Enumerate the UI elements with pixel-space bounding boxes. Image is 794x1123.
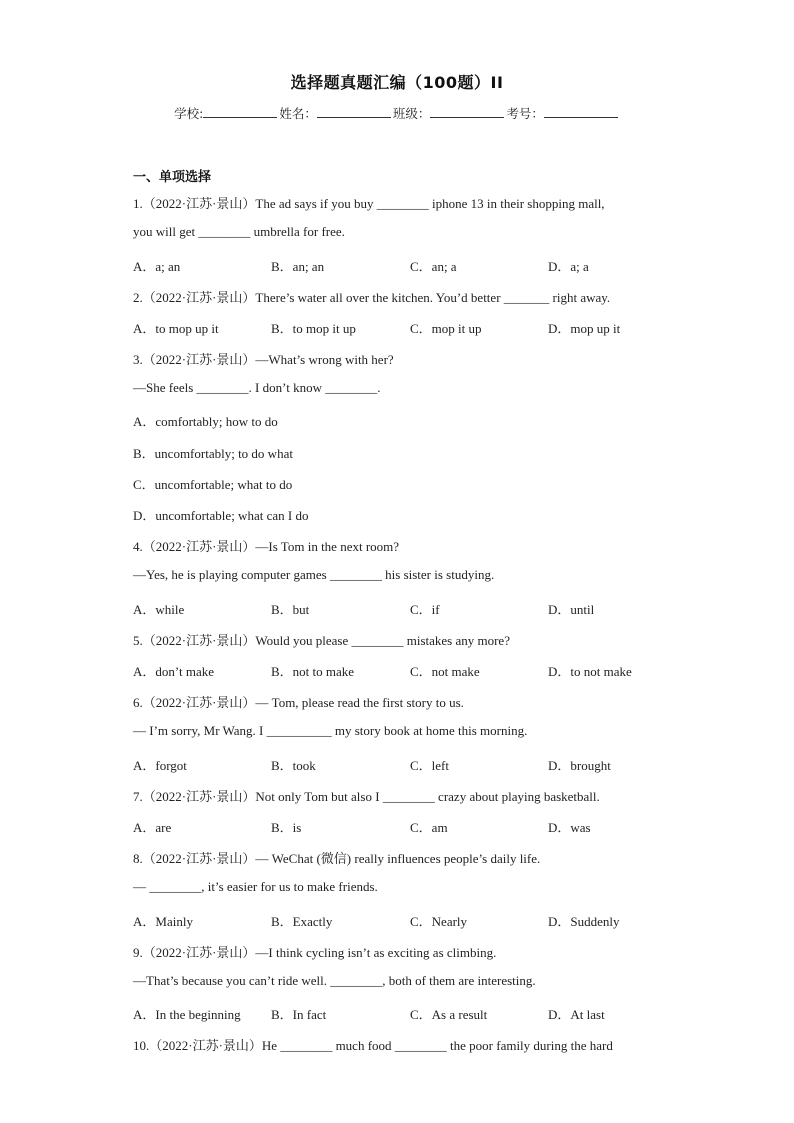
question-1-option-b[interactable]: B．an; an: [271, 259, 325, 274]
question-2-option-b[interactable]: B．to mop it up: [271, 321, 356, 336]
question-10-line-1: 10.（2022·江苏·景山）He ________ much food ________ the poor family during the hard: [133, 1038, 613, 1053]
question-5-line-1: 5.（2022·江苏·景山）Would you please ________ mistakes any more?: [133, 633, 510, 648]
question-9-line-1: 9.（2022·江苏·景山）—I think cycling isn’t as exciting as climbing.: [133, 945, 497, 960]
question-4-line-1: 4.（2022·江苏·景山）—Is Tom in the next room?: [133, 539, 400, 554]
exam-no-blank[interactable]: [544, 105, 618, 118]
section-title: 一、单项选择: [133, 170, 212, 185]
student-info-row: [0, 104, 794, 122]
question-5-option-d[interactable]: D．to not make: [548, 664, 632, 679]
question-4-option-d[interactable]: D．until: [548, 602, 595, 617]
question-8-option-c[interactable]: C．Nearly: [410, 914, 468, 929]
school-label: 学校:: [174, 106, 204, 121]
question-2-option-d[interactable]: D．mop up it: [548, 321, 621, 336]
question-5-option-a[interactable]: A．don’t make: [133, 664, 214, 679]
question-6-option-d[interactable]: D．brought: [548, 758, 611, 773]
name-blank[interactable]: [317, 105, 391, 118]
question-4-option-c[interactable]: C．if: [410, 602, 440, 617]
question-3-option-c[interactable]: C．uncomfortable; what to do: [133, 477, 293, 492]
question-4-option-a[interactable]: A．while: [133, 602, 185, 617]
question-1-option-c[interactable]: C．an; a: [410, 259, 457, 274]
question-1-line-1: 1.（2022·江苏·景山）The ad says if you buy ________ iphone 13 in their shopping mall,: [133, 196, 605, 211]
question-7-option-c[interactable]: C．am: [410, 820, 448, 835]
question-7-option-d[interactable]: D．was: [548, 820, 591, 835]
question-6-option-a[interactable]: A．forgot: [133, 758, 187, 773]
question-6-option-b[interactable]: B．took: [271, 758, 316, 773]
class-blank[interactable]: [430, 105, 504, 118]
question-2-line-1: 2.（2022·江苏·景山）There’s water all over the kitchen. You’d better _______ right away.: [133, 290, 611, 305]
question-2-option-a[interactable]: A．to mop up it: [133, 321, 219, 336]
question-8-option-d[interactable]: D．Suddenly: [548, 914, 620, 929]
exam-no-label: 考号：: [506, 106, 544, 121]
question-1-option-a[interactable]: A．a; an: [133, 259, 181, 274]
question-6-option-c[interactable]: C．left: [410, 758, 449, 773]
question-9-option-c[interactable]: C．As a result: [410, 1007, 488, 1022]
question-9-option-a[interactable]: A．In the beginning: [133, 1007, 241, 1022]
question-3-option-a[interactable]: A．comfortably; how to do: [133, 414, 278, 429]
question-3-line-2: —She feels ________. I don’t know ________.: [133, 380, 381, 395]
question-8-option-b[interactable]: B．Exactly: [271, 914, 333, 929]
page-title: 选择题真题汇编（100题）II: [290, 73, 504, 92]
question-6-line-1: 6.（2022·江苏·景山）— Tom, please read the first story to us.: [133, 695, 464, 710]
question-6-line-2: — I’m sorry, Mr Wang. I __________ my story book at home this morning.: [133, 723, 528, 738]
question-9-line-2: —That’s because you can’t ride well. ________, both of them are interesting.: [133, 973, 536, 988]
question-7-option-a[interactable]: A．are: [133, 820, 172, 835]
name-label: 姓名：: [279, 106, 317, 121]
question-5-option-b[interactable]: B．not to make: [271, 664, 355, 679]
question-3-option-b[interactable]: B．uncomfortably; to do what: [133, 446, 293, 461]
question-8-option-a[interactable]: A．Mainly: [133, 914, 193, 929]
question-5-option-c[interactable]: C．not make: [410, 664, 480, 679]
question-3-line-1: 3.（2022·江苏·景山）—What’s wrong with her?: [133, 352, 394, 367]
question-4-option-b[interactable]: B．but: [271, 602, 310, 617]
question-3-option-d[interactable]: D．uncomfortable; what can I do: [133, 508, 309, 523]
question-1-option-d[interactable]: D．a; a: [548, 259, 589, 274]
question-9-option-d[interactable]: D．At last: [548, 1007, 605, 1022]
question-7-line-1: 7.（2022·江苏·景山）Not only Tom but also I ________ crazy about playing basketball.: [133, 789, 600, 804]
question-1-line-2: you will get ________ umbrella for free.: [133, 224, 345, 239]
question-2-option-c[interactable]: C．mop it up: [410, 321, 482, 336]
question-8-line-2: — ________, it’s easier for us to make friends.: [133, 879, 378, 894]
question-9-option-b[interactable]: B．In fact: [271, 1007, 327, 1022]
question-7-option-b[interactable]: B．is: [271, 820, 302, 835]
question-8-line-1: 8.（2022·江苏·景山）— WeChat (微信) really influences people’s daily life.: [133, 851, 541, 866]
question-4-line-2: —Yes, he is playing computer games ________ his sister is studying.: [133, 567, 495, 582]
class-label: 班级：: [392, 106, 431, 121]
school-blank[interactable]: [203, 105, 277, 118]
